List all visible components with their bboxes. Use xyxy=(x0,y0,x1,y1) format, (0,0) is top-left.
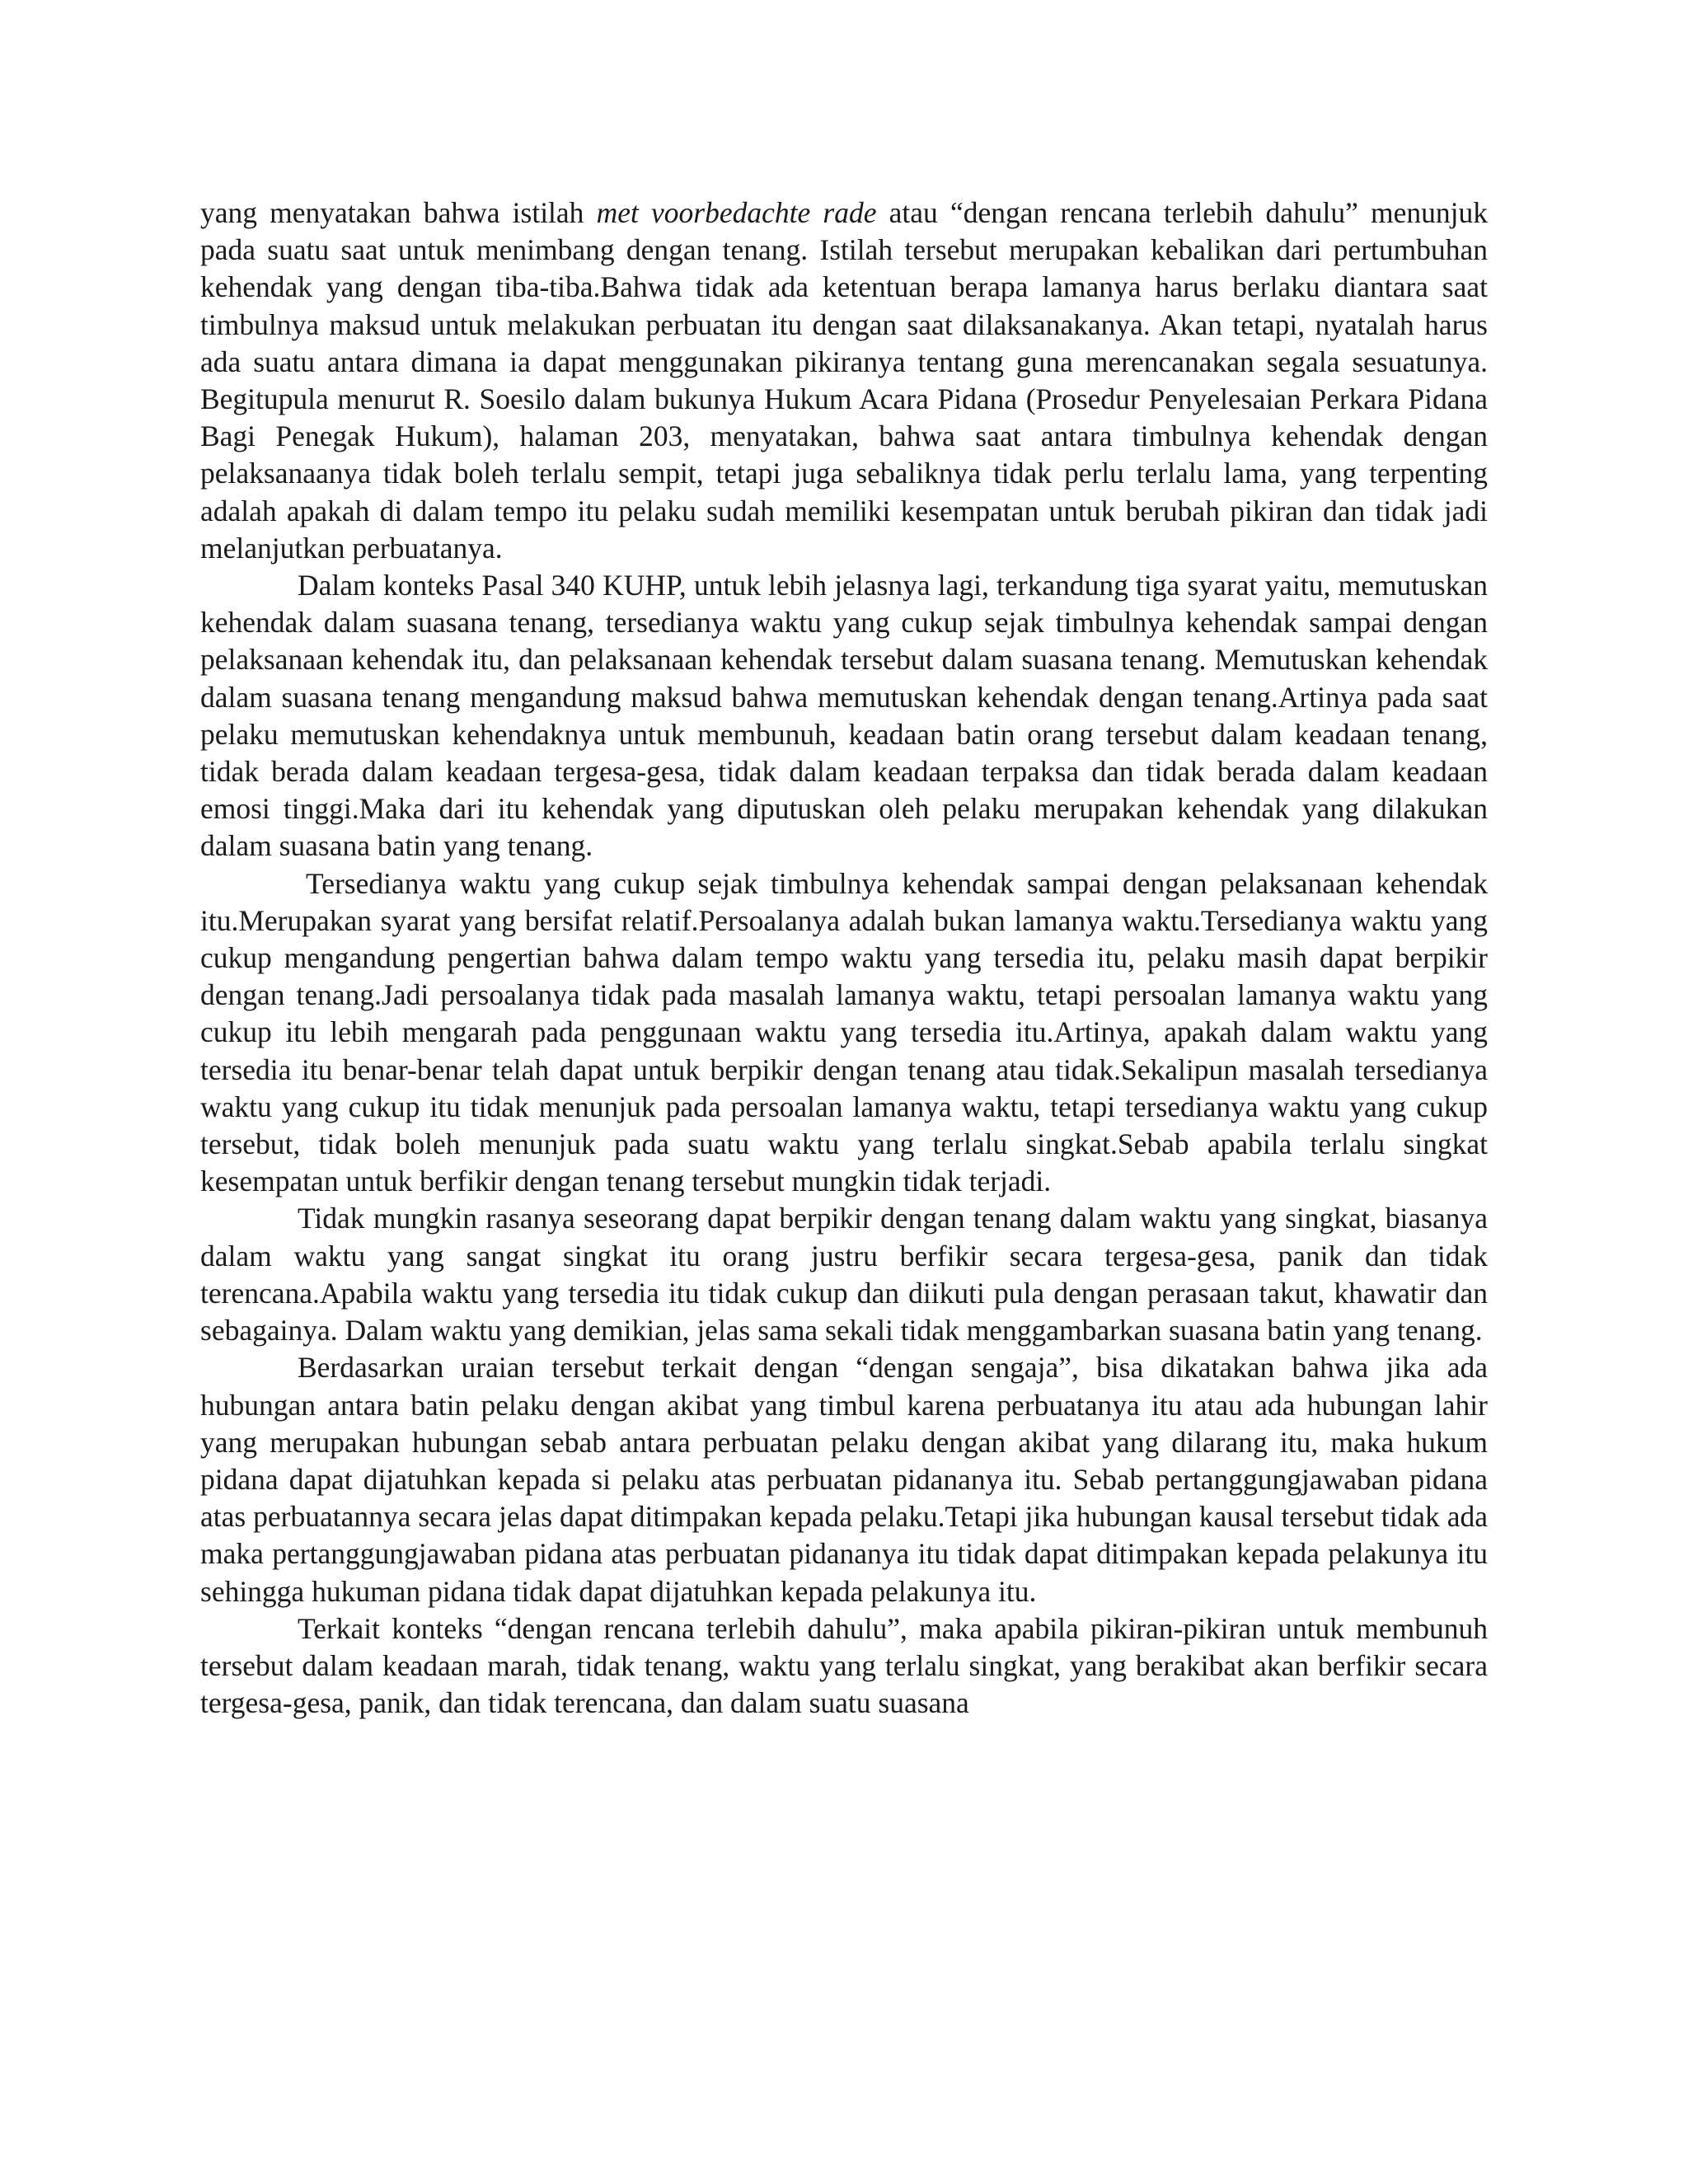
paragraph-3: Tersedianya waktu yang cukup sejak timbulnya kehendak sampai dengan pelaksanaan kehendak itu.Merupakan syarat yang bersifat relatif.Persoalanya adalah bukan lamanya waktu.Tersedianya waktu yang cukup mengandung pengertian bahwa dalam tempo waktu yang tersedia itu, pelaku masih dapat berpikir dengan tenang.Jadi persoalanya tidak pada masalah lamanya waktu, tetapi persoalan lamanya waktu yang cukup itu lebih mengarah pada penggunaan waktu yang tersedia itu.Artinya, apakah dalam waktu yang tersedia itu benar-benar telah dapat untuk berpikir dengan tenang atau tidak.Sekalipun masalah tersedianya waktu yang cukup itu tidak menunjuk pada persoalan lamanya waktu, tetapi tersedianya waktu yang cukup tersebut, tidak boleh menunjuk pada suatu waktu yang terlalu singkat.Sebab apabila terlalu singkat kesempatan untuk berfikir dengan tenang tersebut mungkin tidak terjadi. xyxy=(200,866,1488,1198)
paragraph-1 xyxy=(200,194,1488,567)
paragraph-1-body: atau “dengan rencana terlebih dahulu” menunjuk pada suatu saat untuk menimbang dengan tenang. Istilah tersebut merupakan kebalikan dari pertumbuhan kehendak yang dengan tiba-tiba.Bahwa tidak ada ketentuan berapa lamanya harus berlaku diantara saat timbulnya maksud untuk melakukan perbuatan itu dengan saat dilaksanakanya. Akan tetapi, nyatalah harus ada suatu antara dimana ia dapat menggunakan pikiranya tentang guna merencanakan segala sesuatunya. Begitupula menurut R. Soesilo dalam bukunya Hukum Acara Pidana (Prosedur Penyelesaian Perkara Pidana Bagi Penegak Hukum), halaman 203, menyatakan, bahwa saat antara timbulnya kehendak dengan pelaksanaanya tidak boleh terlalu sempit, tetapi juga sebaliknya tidak perlu terlalu lama, yang terpenting adalah apakah di dalam tempo itu pelaku sudah memiliki kesempatan untuk berubah pikiran dan tidak jadi melanjutkan perbuatanya. xyxy=(200,196,1489,565)
italic-term: met voorbedachte rade xyxy=(596,196,877,229)
paragraph-2: Dalam konteks Pasal 340 KUHP, untuk lebih jelasnya lagi, terkandung tiga syarat yaitu, memutuskan kehendak dalam suasana tenang, tersedianya waktu yang cukup sejak timbulnya kehendak sampai dengan pelaksanaan kehendak itu, dan pelaksanaan kehendak tersebut dalam suasana tenang. Memutuskan kehendak dalam suasana tenang mengandung maksud bahwa memutuskan kehendak dengan tenang.Artinya pada saat pelaku memutuskan kehendaknya untuk membunuh, keadaan batin orang tersebut dalam keadaan tenang, tidak berada dalam keadaan tergesa-gesa, tidak dalam keadaan terpaksa dan tidak berada dalam keadaan emosi tinggi.Maka dari itu kehendak yang diputuskan oleh pelaku merupakan kehendak yang dilakukan dalam suasana batin yang tenang. xyxy=(200,569,1488,863)
paragraph-6: Terkait konteks “dengan rencana terlebih dahulu”, maka apabila pikiran-pikiran untuk membunuh tersebut dalam keadaan marah, tidak tenang, waktu yang terlalu singkat, yang berakibat akan berfikir secara tergesa-gesa, panik, dan tidak terencana, dan dalam suatu suasana xyxy=(200,1611,1488,1720)
paragraph-4: Tidak mungkin rasanya seseorang dapat berpikir dengan tenang dalam waktu yang singkat, biasanya dalam waktu yang sangat singkat itu orang justru berfikir secara tergesa-gesa, panik dan tidak terencana.Apabila waktu yang tersedia itu tidak cukup dan diikuti pula dengan perasaan takut, khawatir dan sebagainya. Dalam waktu yang demikian, jelas sama sekali tidak menggambarkan suasana batin yang tenang. xyxy=(200,1202,1488,1347)
paragraph-5: Berdasarkan uraian tersebut terkait dengan “dengan sengaja”, bisa dikatakan bahwa jika ada hubungan antara batin pelaku dengan akibat yang timbul karena perbuatanya itu atau ada hubungan lahir yang merupakan hubungan sebab antara perbuatan pelaku dengan akibat yang dilarang itu, maka hukum pidana dapat dijatuhkan kepada si pelaku atas perbuatan pidananya itu. Sebab pertanggungjawaban pidana atas perbuatannya secara jelas dapat ditimpakan kepada pelaku.Tetapi jika hubungan kausal tersebut tidak ada maka pertanggungjawaban pidana atas perbuatan pidananya itu tidak dapat ditimpakan kepada pelakunya itu sehingga hukuman pidana tidak dapat dijatuhkan kepada pelakunya itu. xyxy=(200,1351,1488,1608)
document-page xyxy=(200,194,1488,1722)
paragraph-1-lead: yang menyatakan bahwa istilah xyxy=(200,196,597,229)
